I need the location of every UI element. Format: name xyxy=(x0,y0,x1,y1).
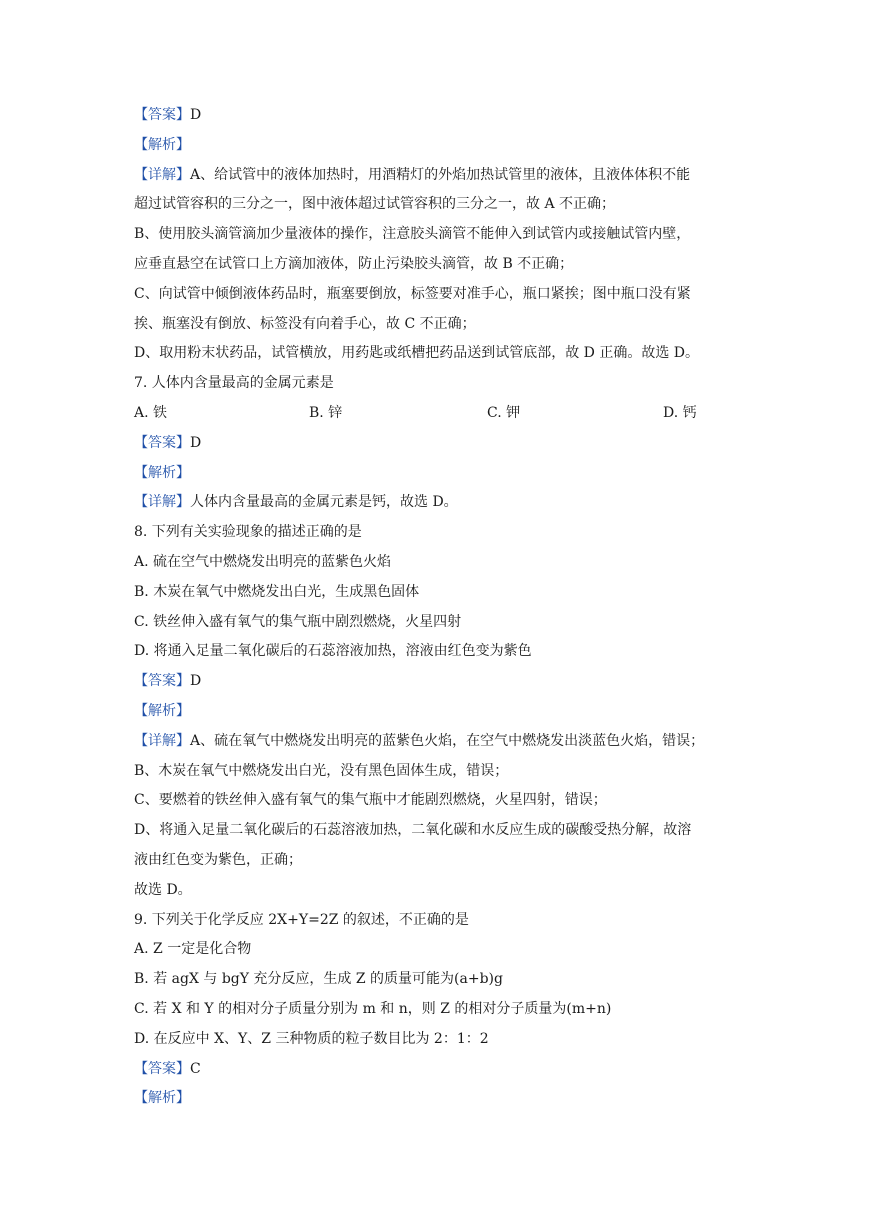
q8-detail-line-5: 液由红色变为紫色，正确； xyxy=(134,851,302,868)
q8-option-c: C. 铁丝伸入盛有氧气的集气瓶中剧烈燃烧，火星四射 xyxy=(134,613,462,630)
q6-detail-line-2: 超过试管容积的三分之一，图中液体超过试管容积的三分之一，故 A 不正确； xyxy=(134,196,616,213)
answer-label: 【答案】 xyxy=(134,434,190,451)
analysis-label: 【解析】 xyxy=(134,702,190,719)
analysis-label: 【解析】 xyxy=(134,464,190,481)
q7-option-a: A. 铁 xyxy=(134,404,168,421)
q9-answer-line xyxy=(134,1055,744,1085)
q6-detail-text-1: A、给试管中的液体加热时，用酒精灯的外焰加热试管里的液体，且液体体积不能 xyxy=(190,166,691,183)
q8-option-a: A. 硫在空气中燃烧发出明亮的蓝紫色火焰 xyxy=(134,553,392,570)
q6-detail-line-6: 挨、瓶塞没有倒放、标签没有向着手心，故 C 不正确； xyxy=(134,315,476,332)
analysis-label: 【解析】 xyxy=(134,136,190,153)
q8-option-b: B. 木炭在氧气中燃烧发出白光，生成黑色固体 xyxy=(134,583,420,600)
q8-detail-line-4: D、将通入足量二氧化碳后的石蕊溶液加热，二氧化碳和水反应生成的碳酸受热分解，故溶 xyxy=(134,822,692,839)
q8-detail-line-3: C、要燃着的铁丝伸入盛有氧气的集气瓶中才能剧烈燃烧，火星四射，错误； xyxy=(134,792,607,809)
q8-analysis-line xyxy=(134,697,744,727)
q8-detail-text-1: A、硫在氧气中燃烧发出明亮的蓝紫色火焰，在空气中燃烧发出淡蓝色火焰，错误； xyxy=(190,732,705,749)
q7-option-d: D. 钙 xyxy=(663,404,697,421)
q6-detail-line-3: B、使用胶头滴管滴加少量液体的操作，注意胶头滴管不能伸入到试管内或接触试管内壁， xyxy=(134,226,691,243)
q6-detail-line-5: C、向试管中倾倒液体药品时，瓶塞要倒放，标签要对准手心，瓶口紧挨；图中瓶口没有紧 xyxy=(134,285,691,302)
q7-option-c: C. 钾 xyxy=(487,404,521,421)
q7-option-b: B. 锌 xyxy=(309,404,343,421)
q8-detail-line-1 xyxy=(134,727,744,757)
q9-option-a: A. Z 一定是化合物 xyxy=(134,941,252,958)
q7-analysis-line xyxy=(134,459,744,489)
q9-stem: 9. 下列关于化学反应 2X+Y=2Z 的叙述，不正确的是 xyxy=(134,911,469,928)
q7-answer-value: D xyxy=(190,434,202,451)
detail-label: 【详解】 xyxy=(134,494,190,511)
q8-detail-line-6: 故选 D。 xyxy=(134,881,192,898)
answer-label: 【答案】 xyxy=(134,673,190,690)
q6-answer-value: D xyxy=(190,107,202,123)
answer-label: 【答案】 xyxy=(134,1060,190,1077)
q8-option-d: D. 将通入足量二氧化碳后的石蕊溶液加热，溶液由红色变为紫色 xyxy=(134,643,532,660)
q9-option-c: C. 若 X 和 Y 的相对分子质量分别为 m 和 n，则 Z 的相对分子质量为(m+n) xyxy=(134,1000,612,1017)
q9-answer-value: C xyxy=(190,1060,201,1077)
q7-answer-line xyxy=(134,429,744,459)
q9-option-b: B. 若 agX 与 bgY 充分反应，生成 Z 的质量可能为(a+b)g xyxy=(134,971,503,988)
detail-label: 【详解】 xyxy=(134,166,190,183)
q6-detail-line-4: 应垂直悬空在试管口上方滴加液体，防止污染胶头滴管，故 B 不正确； xyxy=(134,255,574,272)
detail-label: 【详解】 xyxy=(134,732,190,749)
answer-label: 【答案】 xyxy=(134,107,190,123)
q9-option-d: D. 在反应中 X、Y、Z 三种物质的粒子数目比为 2：1：2 xyxy=(134,1030,489,1047)
q8-answer-value: D xyxy=(190,673,202,690)
q6-detail-line-1 xyxy=(134,161,744,191)
q6-analysis-line xyxy=(134,131,744,161)
document-body xyxy=(134,101,744,1114)
q7-detail-text: 人体内含量最高的金属元素是钙，故选 D。 xyxy=(190,494,458,511)
q8-stem: 8. 下列有关实验现象的描述正确的是 xyxy=(134,524,362,541)
q7-options xyxy=(134,399,744,429)
q8-detail-line-2: B、木炭在氧气中燃烧发出白光，没有黑色固体生成，错误； xyxy=(134,762,509,779)
q9-analysis-line xyxy=(134,1084,744,1114)
q6-detail-line-7: D、取用粉末状药品，试管横放，用药匙或纸槽把药品送到试管底部，故 D 正确。故选 D。 xyxy=(134,345,700,362)
q7-stem: 7. 人体内含量最高的金属元素是 xyxy=(134,375,334,392)
q8-answer-line xyxy=(134,667,744,697)
q6-answer-line xyxy=(134,101,744,131)
analysis-label: 【解析】 xyxy=(134,1090,190,1107)
q7-detail-line xyxy=(134,488,744,518)
